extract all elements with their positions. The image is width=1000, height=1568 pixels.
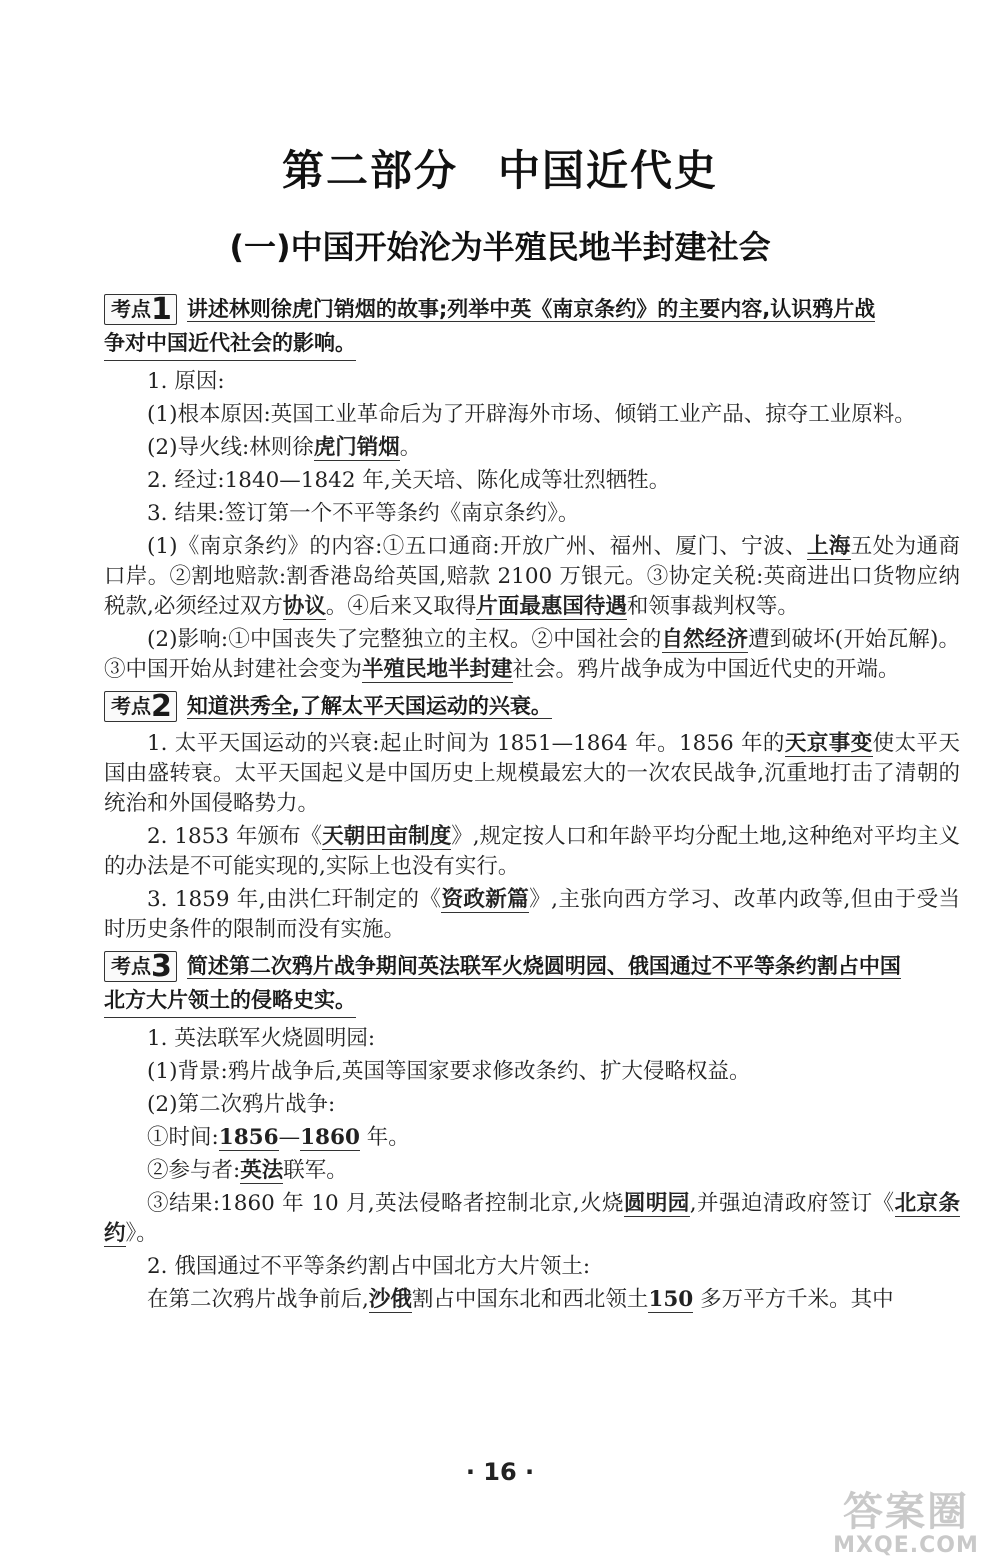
kaodian-1-tag xyxy=(104,294,177,325)
text-run: 和领事裁判权等。 xyxy=(626,594,799,619)
underlined-keyword: 协议 xyxy=(282,594,326,619)
underlined-keyword: 自然经济 xyxy=(661,627,749,652)
text-run: (2)影响:①中国丧失了完整独立的主权。②中国社会的 xyxy=(147,627,662,652)
underlined-keyword: 天京事变 xyxy=(784,731,873,756)
kaodian-tag-number: 1 xyxy=(151,292,172,327)
part-title-name: 中国近代史 xyxy=(498,146,719,195)
text-run: (2)导火线:林则徐 xyxy=(147,435,314,460)
kaodian-1-heading xyxy=(104,292,960,361)
text-run: 使太平天国由盛转衰。太平天国起义是中国历史上规模最宏大的一次农民战争,沉重地打击了清朝的统治和外国侵略势力。 xyxy=(104,731,960,816)
kaodian-3-text-line2: 北方大片领土的侵略史实。 xyxy=(104,983,356,1018)
page-number: · 16 · xyxy=(465,1458,535,1486)
part-title-label: 第二部分 xyxy=(281,146,458,195)
paragraph xyxy=(104,1285,960,1315)
paragraph: 2. 经过:1840—1842 年,关天培、陈化成等壮烈牺牲。 xyxy=(147,468,671,493)
paragraph xyxy=(104,532,960,622)
kaodian-2-heading xyxy=(104,689,960,723)
underlined-keyword: 沙俄 xyxy=(368,1287,412,1312)
kaodian-2-tag xyxy=(104,691,177,722)
kaodian-3-heading xyxy=(104,949,960,1018)
underlined-keyword: 1856 xyxy=(218,1125,279,1150)
underlined-keyword: 天朝田亩制度 xyxy=(322,824,452,849)
kaodian-tag-label: 考点 xyxy=(111,694,151,718)
text-run: ,并强迫清政府签订《 xyxy=(689,1191,895,1216)
paragraph xyxy=(104,433,960,463)
text-run: 》,规定按人口和年龄平均分配土地,这种绝对平均主义的办法是不可能实现的,实际上也没有实行。 xyxy=(104,824,960,879)
text-run: — xyxy=(278,1125,301,1150)
kaodian-tag-label: 考点 xyxy=(111,954,151,978)
underlined-keyword: 圆明园 xyxy=(623,1191,690,1216)
kaodian-tag-label: 考点 xyxy=(111,297,151,321)
paragraph xyxy=(104,1123,960,1153)
paragraph xyxy=(104,1189,960,1249)
paragraph: 1. 原因: xyxy=(147,369,225,394)
paragraph: 1. 英法联军火烧圆明园: xyxy=(147,1026,376,1051)
kaodian-3-tag xyxy=(104,951,177,982)
text-run: 1. 太平天国运动的兴衰:起止时间为 1851—1864 年。1856 年的 xyxy=(147,731,785,756)
text-run: 3. 1859 年,由洪仁玕制定的《 xyxy=(147,887,442,912)
paragraph xyxy=(104,625,960,685)
watermark-logo xyxy=(826,1490,986,1560)
kaodian-1-text-line2: 争对中国近代社会的影响。 xyxy=(104,326,356,361)
text-run: 联军。 xyxy=(283,1158,348,1183)
text-run: 在第二次鸦片战争前后, xyxy=(147,1287,369,1312)
kaodian-1-text: 讲述林则徐虎门销烟的故事;列举中英《南京条约》的主要内容,认识鸦片战 xyxy=(186,297,876,321)
watermark-text-cn: 答案圈 xyxy=(843,1489,969,1535)
text-run: ①时间: xyxy=(147,1125,219,1150)
underlined-keyword: 半殖民地半封建 xyxy=(362,657,513,682)
kaodian-2-text: 知道洪秀全,了解太平天国运动的兴衰。 xyxy=(186,694,552,718)
part-title xyxy=(0,138,1000,198)
paragraph xyxy=(104,1156,960,1186)
page-content xyxy=(104,288,960,1318)
paragraph xyxy=(104,885,960,945)
paragraph: 3. 结果:签订第一个不平等条约《南京条约》。 xyxy=(147,501,580,526)
kaodian-tag-number: 3 xyxy=(151,949,172,984)
paragraph: (1)根本原因:英国工业革命后为了开辟海外市场、倾销工业产品、掠夺工业原料。 xyxy=(147,402,916,427)
text-run: 2. 1853 年颁布《 xyxy=(147,824,323,849)
underlined-keyword: 英法 xyxy=(240,1158,284,1183)
text-run: 割占中国东北和西北领土 xyxy=(411,1287,649,1312)
text-run: ③结果:1860 年 10 月,英法侵略者控制北京,火烧 xyxy=(147,1191,624,1216)
text-run: 五处为通商口岸。②割地赔款:割香港岛给英国,赔款 2100 万银元。③协定关税:英商进出口货物应纳税款,必须经过双方 xyxy=(104,534,960,619)
paragraph: (2)第二次鸦片战争: xyxy=(147,1092,336,1117)
text-run: 。④后来又取得 xyxy=(325,594,477,619)
paragraph xyxy=(104,822,960,882)
text-run: 遭到破坏(开始瓦解)。③中国开始从封建社会变为 xyxy=(104,627,960,682)
underlined-keyword: 资政新篇 xyxy=(441,887,530,912)
text-run: (1)《南京条约》的内容:①五口通商:开放广州、福州、厦门、宁波、 xyxy=(147,534,807,559)
kaodian-3-text: 简述第二次鸦片战争期间英法联军火烧圆明园、俄国通过不平等条约割占中国 xyxy=(186,954,901,978)
underlined-keyword: 1860 xyxy=(300,1125,360,1150)
paragraph: 2. 俄国通过不平等条约割占中国北方大片领土: xyxy=(147,1254,591,1279)
watermark-text-en: MXQE.COM xyxy=(833,1533,979,1558)
text-run: 》,主张向西方学习、改革内政等,但由于受当时历史条件的限制而没有实施。 xyxy=(104,887,960,942)
paragraph: (1)背景:鸦片战争后,英国等国家要求修改条约、扩大侵略权益。 xyxy=(147,1059,751,1084)
paragraph xyxy=(104,729,960,819)
section-title: (一)中国开始沦为半殖民地半封建社会 xyxy=(229,228,771,266)
text-run: 。 xyxy=(399,435,422,460)
text-run: ②参与者: xyxy=(147,1158,241,1183)
text-run: 社会。鸦片战争成为中国近代史的开端。 xyxy=(512,657,900,682)
underlined-keyword: 片面最惠国待遇 xyxy=(476,594,627,619)
text-run: 年。 xyxy=(359,1125,410,1150)
underlined-keyword: 150 xyxy=(648,1287,694,1312)
underlined-keyword: 虎门销烟 xyxy=(313,435,400,460)
kaodian-tag-number: 2 xyxy=(151,689,172,724)
text-run: 》。 xyxy=(125,1221,158,1246)
underlined-keyword: 北京条约 xyxy=(104,1191,960,1246)
underlined-keyword: 上海 xyxy=(806,534,851,559)
text-run: 多万平方千米。其中 xyxy=(693,1287,894,1312)
